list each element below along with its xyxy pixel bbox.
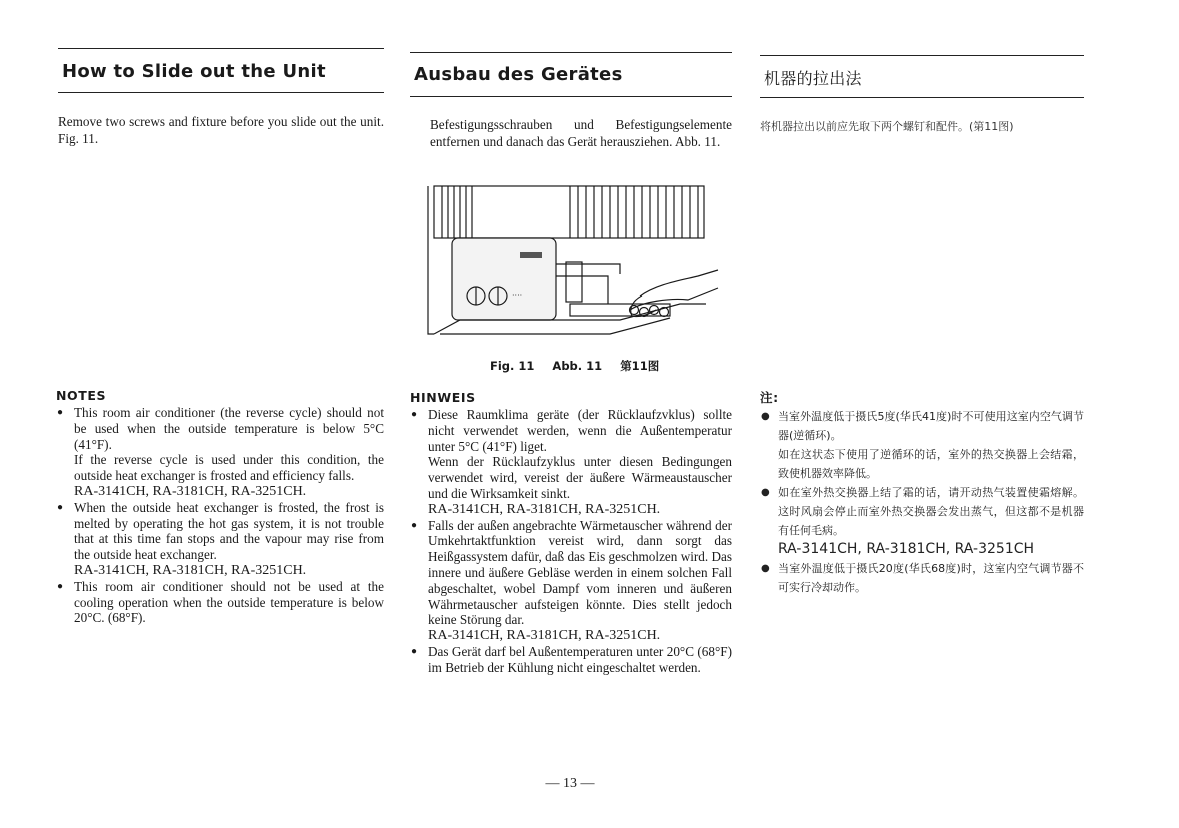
note-paragraph: ● When the outside heat exchanger is frosted, the frost is melted by operating the hot gas system, it is not trouble that at this time fan stops and the vapour may rise from the outside heat exchanger.	[74, 499, 384, 563]
note-paragraph: Wenn der Rücklaufzyklus unter diesen Bedingungen verwendet wird, vereist der äußere Wärmeaustauscher und die Wirksamkeit sinkt.	[428, 454, 732, 501]
heading-rule-top	[58, 48, 384, 49]
page-number: — 13 —	[545, 776, 595, 791]
model-numbers: RA-3141CH, RA-3181CH, RA-3251CH.	[428, 628, 661, 644]
cabinet-grille	[434, 186, 704, 238]
control-box	[452, 238, 556, 320]
notes-heading: NOTES	[56, 388, 107, 403]
caption-english: Fig. 11	[490, 359, 535, 373]
note-item	[410, 644, 732, 676]
note-paragraph: ● Diese Raumklima geräte (der Rücklaufzvklus) sollte nicht verwendet werden, wenn die Außentemperatur unter 5°C (41°F) liget.	[428, 407, 732, 454]
heading-rule-bottom	[760, 97, 1084, 98]
note-paragraph: ● 当室外温度低于摄氏5度(华氏41度)时不可使用这室内空气调节器(逆循环)。	[778, 410, 1084, 442]
notes-heading: HINWEIS	[410, 390, 476, 405]
note-item	[410, 518, 732, 644]
note-paragraph: ● Das Gerät darf bel Außentemperaturen unter 20°C (68°F) im Betrieb der Kühlung nicht eingeschaltet werden.	[428, 643, 732, 675]
caption-german: Abb. 11	[552, 359, 603, 373]
note-item	[760, 483, 1084, 559]
heading-rule-top	[760, 55, 1084, 56]
section-heading: 机器的拉出法	[764, 69, 862, 88]
notes-list	[56, 405, 384, 626]
note-item	[56, 579, 384, 626]
note-paragraph: If the reverse cycle is used under this condition, the outside heat exchanger is frosted and efficiency falls.	[74, 452, 384, 484]
note-item	[760, 559, 1084, 597]
heading-rule-bottom	[58, 92, 384, 93]
note-item	[760, 407, 1084, 483]
note-paragraph: ● This room air conditioner (the reverse cycle) should not be used when the outside temperature is below 5°C (41°F).	[74, 405, 384, 452]
model-numbers: RA-3141CH, RA-3181CH, RA-3251CH.	[74, 483, 307, 499]
intro-paragraph: Befestigungsschrauben und Befestigungselemente entfernen und danach das Gerät herausziehen. Abb. 11.	[430, 117, 732, 149]
section-heading: How to Slide out the Unit	[62, 61, 326, 82]
note-item	[410, 407, 732, 518]
heading-rule-bottom	[410, 96, 732, 97]
note-paragraph: 如在这状态下使用了逆循环的话，室外的热交换器上会结霜，致使机器效率降低。	[778, 448, 1084, 480]
notes-list	[410, 407, 732, 676]
note-item	[56, 405, 384, 500]
figure-caption	[490, 358, 690, 374]
hand	[630, 270, 718, 317]
heading-rule-top	[410, 52, 732, 53]
model-numbers: RA-3141CH, RA-3181CH, RA-3251CH.	[428, 501, 661, 517]
section-heading: Ausbau des Gerätes	[414, 64, 623, 85]
model-numbers: RA-3141CH, RA-3181CH, RA-3251CH	[778, 541, 1035, 557]
frame-left	[428, 186, 434, 334]
caption-chinese: 第11图	[620, 359, 660, 373]
note-paragraph: ● This room air conditioner should not be used at the cooling operation when the outside temperature is below 20°C. (68°F).	[74, 578, 384, 626]
model-numbers: RA-3141CH, RA-3181CH, RA-3251CH.	[74, 562, 307, 578]
fitting	[566, 262, 582, 302]
note-paragraph: ● 如在室外热交换器上结了霜的话，请开动热气装置使霜熔解。这时风扇会停止而室外热交换器会发出蒸气，但这都不是机器有任何毛病。	[778, 486, 1084, 537]
intro-paragraph: Remove two screws and fixture before you slide out the unit. Fig. 11.	[58, 114, 384, 146]
note-item	[56, 500, 384, 579]
note-paragraph: ● 当室外温度低于摄氏20度(华氏68度)时，这室内空气调节器不可实行冷却动作。	[778, 562, 1084, 594]
unit-slide-out-illustration	[420, 184, 720, 359]
note-paragraph: ● Falls der außen angebrachte Wärmetauscher während der Umkehrtaktfunktion vereist wird, dann sorgt das Heißgassystem dafür, daß das Eis geschmolzen wird. Das innere und äußere Gebläse werden in einem solchen Fall abgeschaltet, wobel Dampf vom inneren und äußeren Währmetauscher aufsteigen könnte. Dies stellt jedoch keine Störung dar.	[428, 517, 732, 628]
intro-paragraph: 将机器拉出以前应先取下两个螺钉和配件。(第11图)	[760, 120, 1014, 133]
notes-heading: 注:	[760, 390, 779, 405]
svg-text:····: ····	[512, 291, 523, 300]
notes-list	[760, 407, 1084, 597]
